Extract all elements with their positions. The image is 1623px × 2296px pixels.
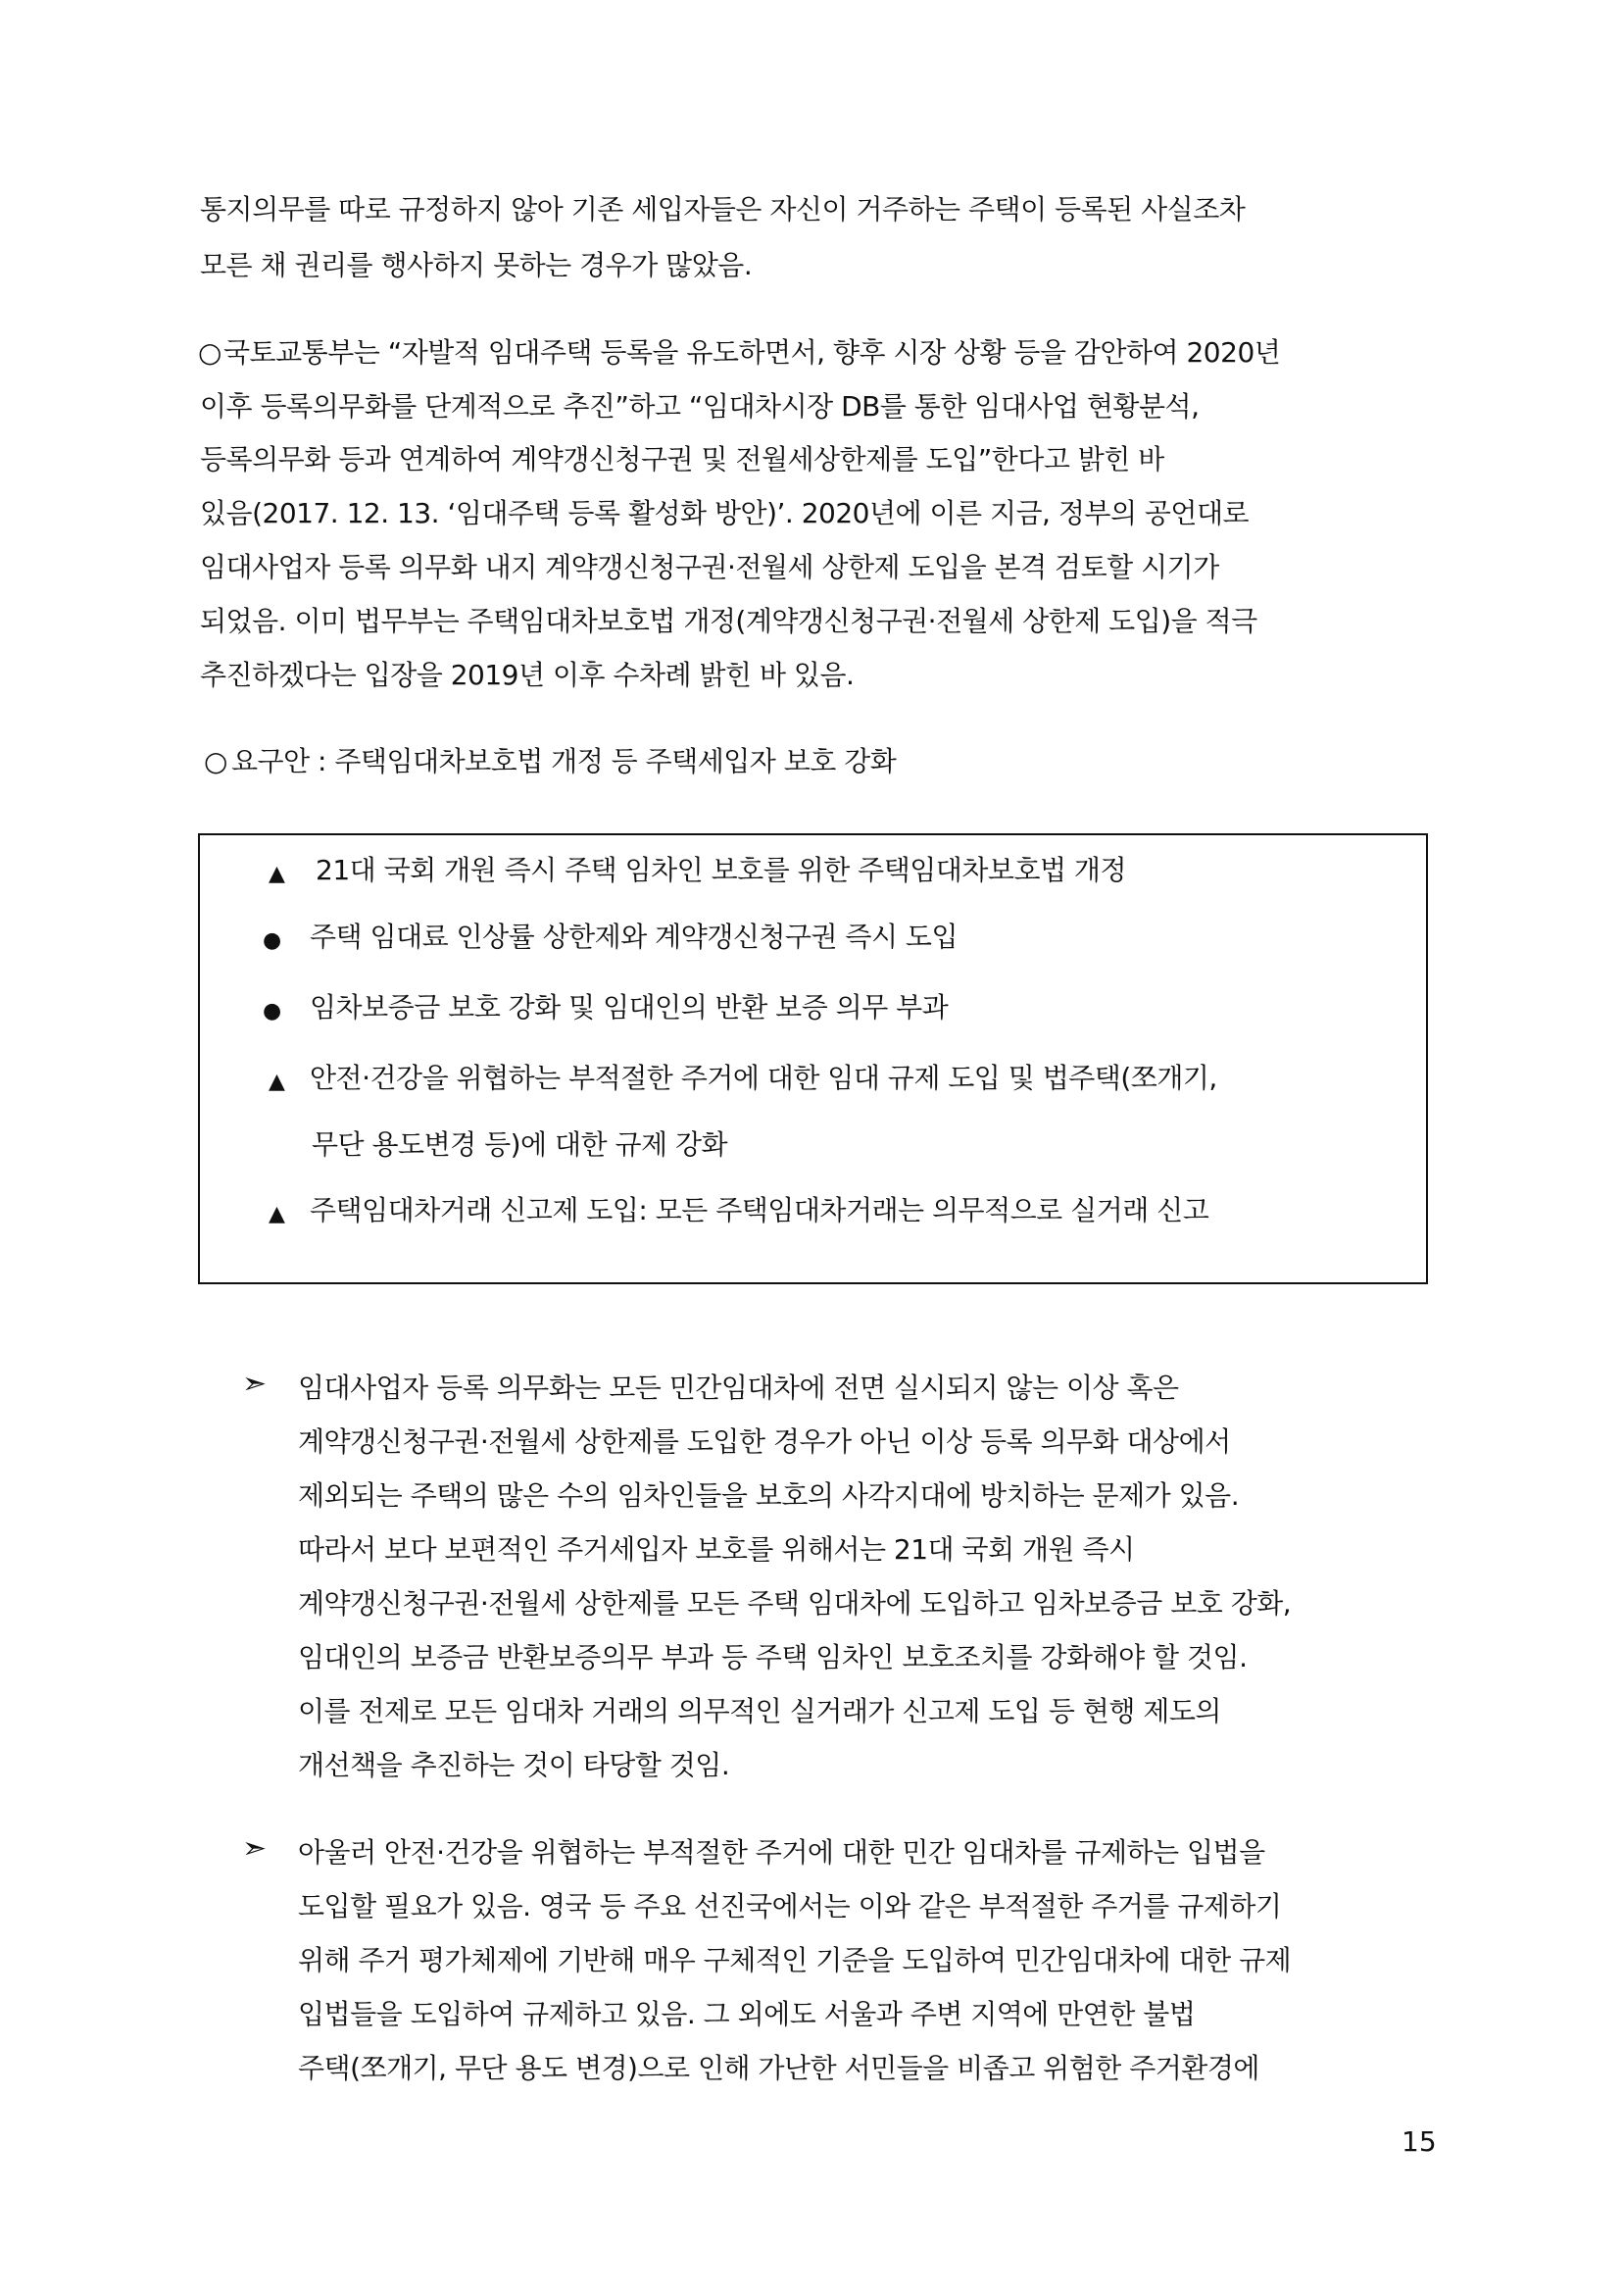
arrow-bullet-icon: ➣ (242, 1831, 268, 1866)
demand-item-continuation: 무단 용도변경 등)에 대한 규제 강화 (312, 1128, 728, 1161)
para1-line: 따라서 보다 보편적인 주거세입자 보호를 위해서는 21대 국회 개원 즉시 (298, 1533, 1135, 1566)
demand-item: 주택임대차거래 신고제 도입: 모든 주택임대차거래는 의무적으로 실거래 신고 (310, 1194, 1209, 1226)
intro-line: 모른 채 권리를 행사하지 못하는 경우가 많았음. (200, 249, 753, 281)
section1-line: 되었음. 이미 법무부는 주택임대차보호법 개정(계약갱신청구권·전월세 상한제 도입)을 적극 (200, 605, 1257, 637)
section1-line: 추진하겠다는 입장을 2019년 이후 수차례 밝힌 바 있음. (200, 659, 855, 691)
para2-line: 위해 주거 평가체제에 기반해 매우 구체적인 기준을 도입하여 민간임대차에 대한 규제 (298, 1944, 1292, 1976)
para1-line: 개선책을 추진하는 것이 타당할 것임. (298, 1749, 730, 1781)
para2-line: 주택(쪼개기, 무단 용도 변경)으로 인해 가난한 서민들을 비좁고 위험한 주거환경에 (298, 2052, 1259, 2084)
arrow-bullet-icon: ➣ (242, 1367, 268, 1401)
section1-line: 국토교통부는 “자발적 임대주택 등록을 유도하면서, 향후 시장 상황 등을 감안하여 2020년 (223, 336, 1281, 369)
para1-line: 계약갱신청구권·전월세 상한제를 모든 주택 임대차에 도입하고 임차보증금 보호 강화, (298, 1587, 1292, 1620)
triangle-bullet-icon: ▲ (269, 1202, 285, 1226)
section2-heading: 요구안 : 주택임대차보호법 개정 등 주택세입자 보호 강화 (231, 745, 897, 777)
section1-line: 있음(2017. 12. 13. ‘임대주택 등록 활성화 방안)’. 2020년에 이른 지금, 정부의 공언대로 (200, 497, 1250, 529)
para2-line: 도입할 필요가 있음. 영국 등 주요 선진국에서는 이와 같은 부적절한 주거를 규제하기 (298, 1890, 1282, 1922)
triangle-bullet-icon: ▲ (269, 1070, 285, 1094)
para2-line: 아울러 안전·건강을 위협하는 부적절한 주거에 대한 민간 임대차를 규제하는 입법을 (298, 1836, 1265, 1869)
circle-bullet-icon: ● (263, 999, 282, 1023)
section1-marker: ○ (198, 336, 221, 369)
section1-line: 이후 등록의무화를 단계적으로 추진”하고 “임대차시장 DB를 통한 임대사업 현황분석, (200, 390, 1200, 423)
intro-line: 통지의무를 따로 규정하지 않아 기존 세입자들은 자신이 거주하는 주택이 등록된 사실조차 (200, 193, 1246, 225)
para1-line: 계약갱신청구권·전월세 상한제를 도입한 경우가 아닌 이상 등록 의무화 대상에서 (298, 1425, 1231, 1458)
demand-item: 21대 국회 개원 즉시 주택 임차인 보호를 위한 주택임대차보호법 개정 (316, 854, 1127, 886)
section1-line: 임대사업자 등록 의무화 내지 계약갱신청구권·전월세 상한제 도입을 본격 검토할 시기가 (200, 551, 1219, 583)
section1-line: 등록의무화 등과 연계하여 계약갱신청구권 및 전월세상한제를 도입”한다고 밝힌 바 (200, 443, 1164, 475)
para2-line: 입법들을 도입하여 규제하고 있음. 그 외에도 서울과 주변 지역에 만연한 불법 (298, 1998, 1196, 2030)
triangle-bullet-icon: ▲ (269, 862, 285, 886)
section2-marker: ○ (204, 745, 227, 777)
circle-bullet-icon: ● (263, 928, 282, 953)
demand-item: 임차보증금 보호 강화 및 임대인의 반환 보증 의무 부과 (310, 991, 949, 1023)
demand-item: 안전·건강을 위협하는 부적절한 주거에 대한 임대 규제 도입 및 법주택(쪼개기, (310, 1062, 1217, 1094)
para1-line: 임대인의 보증금 반환보증의무 부과 등 주택 임차인 보호조치를 강화해야 할 것임. (298, 1641, 1248, 1673)
para1-line: 제외되는 주택의 많은 수의 임차인들을 보호의 사각지대에 방치하는 문제가 있음. (298, 1479, 1240, 1512)
page-number: 15 (1402, 2125, 1437, 2158)
para1-line: 이를 전제로 모든 임대차 거래의 의무적인 실거래가 신고제 도입 등 현행 제도의 (298, 1695, 1221, 1727)
para1-line: 임대사업자 등록 의무화는 모든 민간임대차에 전면 실시되지 않는 이상 혹은 (298, 1372, 1179, 1404)
demand-item: 주택 임대료 인상률 상한제와 계약갱신청구권 즉시 도입 (310, 921, 959, 953)
